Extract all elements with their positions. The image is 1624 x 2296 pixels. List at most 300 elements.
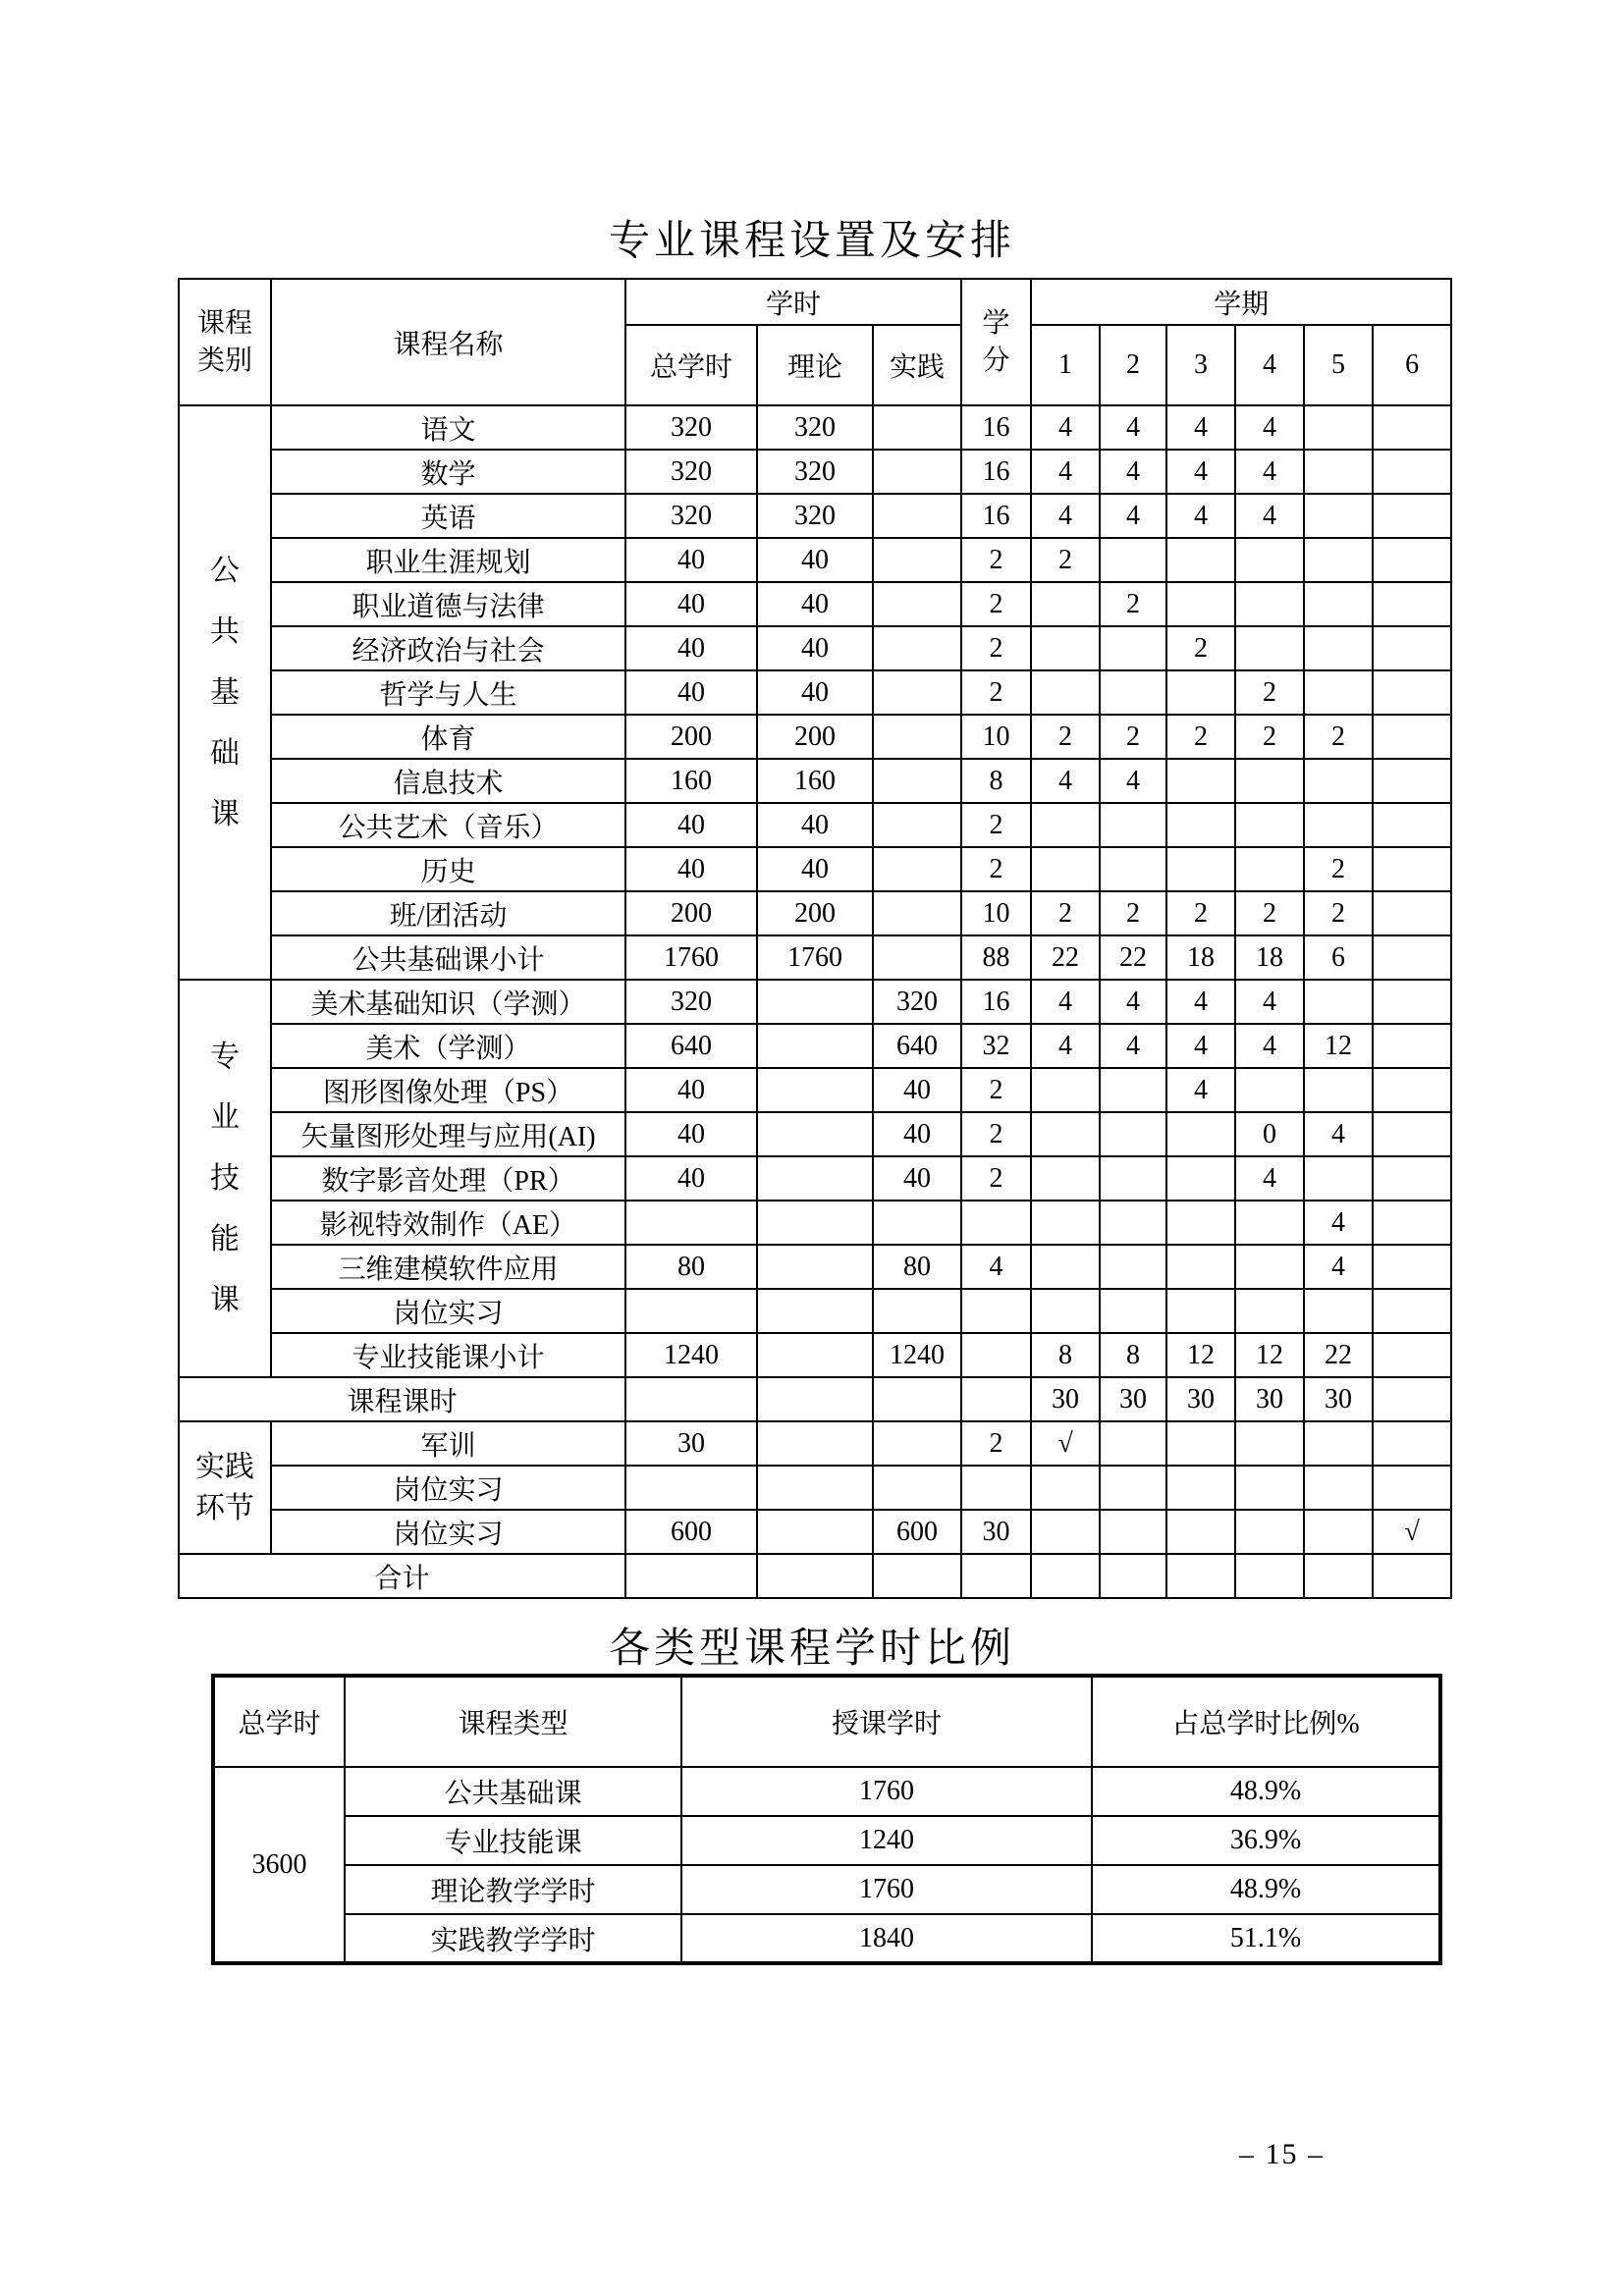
- semester-3-cell: 12: [1166, 1333, 1235, 1377]
- theory-hours-cell: [757, 980, 873, 1024]
- table-row: [179, 1554, 1451, 1598]
- theory-hours-cell: 40: [757, 670, 873, 715]
- semester-4-cell: 4: [1235, 405, 1304, 450]
- semester-4-cell: 4: [1235, 1024, 1304, 1068]
- page-number: – 15 –: [1239, 2138, 1325, 2170]
- semester-5-cell: [1304, 450, 1373, 494]
- semester-6-cell: [1373, 847, 1451, 891]
- credit-cell: 2: [961, 1421, 1031, 1466]
- table-row: [213, 1914, 1440, 1963]
- semester-4-cell: 30: [1235, 1377, 1304, 1421]
- ratio-cell: 36.9%: [1092, 1816, 1440, 1865]
- course-name-cell: 美术基础知识（学测）: [271, 980, 625, 1024]
- theory-hours-cell: 40: [757, 582, 873, 626]
- semester-3-cell: [1166, 1112, 1235, 1156]
- table-row: [179, 1510, 1451, 1554]
- practice-hours-cell: 80: [873, 1245, 961, 1289]
- semester-3-cell: [1166, 1201, 1235, 1245]
- semester-6-cell: [1373, 1421, 1451, 1466]
- credit-cell: 30: [961, 1510, 1031, 1554]
- course-plan-table: [178, 278, 1452, 1599]
- theory-hours-cell: 320: [757, 494, 873, 538]
- total-hours-cell: 40: [625, 1112, 757, 1156]
- theory-hours-cell: [757, 1156, 873, 1201]
- total-hours-cell: 320: [625, 980, 757, 1024]
- credit-cell: 2: [961, 1112, 1031, 1156]
- semester-5-cell: 4: [1304, 1112, 1373, 1156]
- semester-4-cell: [1235, 582, 1304, 626]
- table-row: [179, 405, 1451, 450]
- practice-hours-cell: [873, 803, 961, 847]
- course-name-cell: 专业技能课小计: [271, 1333, 625, 1377]
- total-hours-cell: 320: [625, 494, 757, 538]
- theory-hours-cell: 40: [757, 803, 873, 847]
- semester-2-cell: 30: [1100, 1377, 1166, 1421]
- practice-hours-cell: 640: [873, 1024, 961, 1068]
- semester-2-cell: [1100, 1554, 1166, 1598]
- theory-hours-cell: 200: [757, 715, 873, 759]
- semester-4-cell: [1235, 1421, 1304, 1466]
- total-hours-cell: [625, 1289, 757, 1333]
- practice-hours-cell: [873, 1201, 961, 1245]
- semester-5-cell: 2: [1304, 891, 1373, 935]
- semester-1-cell: 4: [1031, 980, 1100, 1024]
- theory-hours-cell: [757, 1510, 873, 1554]
- semester-5-cell: [1304, 494, 1373, 538]
- table-row: [213, 1767, 1440, 1816]
- semester-3-cell: 4: [1166, 1024, 1235, 1068]
- section-label: [179, 405, 271, 980]
- table-row: [179, 670, 1451, 715]
- semester-6-cell: [1373, 1554, 1451, 1598]
- semester-3-cell: [1166, 1289, 1235, 1333]
- course-name-cell: 哲学与人生: [271, 670, 625, 715]
- wide-row-label: 课程课时: [179, 1377, 625, 1421]
- semester-5-cell: [1304, 670, 1373, 715]
- semester-2-cell: [1100, 1510, 1166, 1554]
- semester-2-cell: [1100, 847, 1166, 891]
- semester-4-cell: 4: [1235, 980, 1304, 1024]
- practice-hours-cell: [873, 1377, 961, 1421]
- semester-5-cell: 2: [1304, 715, 1373, 759]
- header-semester-1: 1: [1031, 325, 1100, 405]
- total-hours-cell: 320: [625, 405, 757, 450]
- semester-3-cell: 4: [1166, 980, 1235, 1024]
- semester-3-cell: [1166, 803, 1235, 847]
- semester-3-cell: 4: [1166, 1068, 1235, 1112]
- total-hours-cell: 200: [625, 891, 757, 935]
- semester-6-cell: [1373, 1466, 1451, 1510]
- table-row: [179, 1289, 1451, 1333]
- course-name-cell: 公共基础课小计: [271, 935, 625, 980]
- total-hours-cell: 3600: [213, 1767, 345, 1963]
- semester-5-cell: [1304, 538, 1373, 582]
- total-hours-cell: 40: [625, 538, 757, 582]
- course-type-cell: 专业技能课: [345, 1816, 681, 1865]
- header-semester-2: 2: [1100, 325, 1166, 405]
- semester-1-cell: 2: [1031, 891, 1100, 935]
- semester-4-cell: [1235, 1466, 1304, 1510]
- semester-2-cell: 2: [1100, 715, 1166, 759]
- credit-cell: 16: [961, 980, 1031, 1024]
- course-name-cell: 信息技术: [271, 759, 625, 803]
- theory-hours-cell: [757, 1466, 873, 1510]
- header-teaching-hours: 授课学时: [681, 1676, 1092, 1767]
- semester-4-cell: 12: [1235, 1333, 1304, 1377]
- semester-1-cell: [1031, 1112, 1100, 1156]
- semester-5-cell: 30: [1304, 1377, 1373, 1421]
- practice-hours-cell: [873, 626, 961, 670]
- header-ratio: 占总学时比例%: [1092, 1676, 1440, 1767]
- total-hours-cell: 40: [625, 803, 757, 847]
- total-hours-cell: 30: [625, 1421, 757, 1466]
- semester-3-cell: [1166, 1245, 1235, 1289]
- semester-2-cell: 4: [1100, 1024, 1166, 1068]
- table-row: [179, 1112, 1451, 1156]
- semester-4-cell: [1235, 1510, 1304, 1554]
- header-hours-group: 学时: [625, 279, 961, 325]
- practice-hours-cell: [873, 582, 961, 626]
- total-hours-cell: 160: [625, 759, 757, 803]
- semester-1-cell: 30: [1031, 1377, 1100, 1421]
- header-theory-hours: 理论: [757, 325, 873, 405]
- semester-3-cell: [1166, 1466, 1235, 1510]
- table-row: [179, 980, 1451, 1024]
- teaching-hours-cell: 1840: [681, 1914, 1092, 1963]
- header-semester-5: 5: [1304, 325, 1373, 405]
- teaching-hours-cell: 1240: [681, 1816, 1092, 1865]
- semester-6-cell: [1373, 1112, 1451, 1156]
- ratio-cell: 51.1%: [1092, 1914, 1440, 1963]
- semester-1-cell: [1031, 1156, 1100, 1201]
- semester-2-cell: [1100, 626, 1166, 670]
- semester-1-cell: [1031, 582, 1100, 626]
- table-row: [179, 1466, 1451, 1510]
- credit-cell: 10: [961, 891, 1031, 935]
- semester-2-cell: [1100, 1289, 1166, 1333]
- semester-3-cell: [1166, 1156, 1235, 1201]
- semester-4-cell: 4: [1235, 494, 1304, 538]
- semester-1-cell: [1031, 1068, 1100, 1112]
- semester-3-cell: 30: [1166, 1377, 1235, 1421]
- course-name-cell: 班/团活动: [271, 891, 625, 935]
- table-row: [179, 1245, 1451, 1289]
- practice-hours-cell: [873, 847, 961, 891]
- header-practice-hours: 实践: [873, 325, 961, 405]
- section-label-text: 实践环节: [195, 1450, 254, 1524]
- total-hours-cell: 40: [625, 1068, 757, 1112]
- practice-hours-cell: [873, 670, 961, 715]
- theory-hours-cell: [757, 1554, 873, 1598]
- theory-hours-cell: 40: [757, 626, 873, 670]
- semester-1-cell: [1031, 670, 1100, 715]
- section-label-text: 公共基础课: [210, 554, 240, 830]
- semester-1-cell: [1031, 847, 1100, 891]
- semester-5-cell: 22: [1304, 1333, 1373, 1377]
- table-row: [179, 1024, 1451, 1068]
- credit-cell: [961, 1377, 1031, 1421]
- header-semester-3: 3: [1166, 325, 1235, 405]
- course-name-cell: 矢量图形处理与应用(AI): [271, 1112, 625, 1156]
- semester-1-cell: [1031, 1554, 1100, 1598]
- semester-2-cell: 4: [1100, 450, 1166, 494]
- practice-hours-cell: [873, 1421, 961, 1466]
- section-label: [179, 980, 271, 1377]
- credit-cell: 16: [961, 494, 1031, 538]
- semester-1-cell: 4: [1031, 450, 1100, 494]
- theory-hours-cell: [757, 1068, 873, 1112]
- semester-4-cell: 2: [1235, 715, 1304, 759]
- semester-2-cell: 8: [1100, 1333, 1166, 1377]
- practice-hours-cell: 320: [873, 980, 961, 1024]
- total-hours-cell: 600: [625, 1510, 757, 1554]
- semester-6-cell: [1373, 759, 1451, 803]
- semester-5-cell: [1304, 1421, 1373, 1466]
- semester-2-cell: [1100, 538, 1166, 582]
- course-name-cell: 美术（学测）: [271, 1024, 625, 1068]
- theory-hours-cell: [757, 1289, 873, 1333]
- course-name-cell: 体育: [271, 715, 625, 759]
- wide-row-label: 合计: [179, 1554, 625, 1598]
- semester-1-cell: 8: [1031, 1333, 1100, 1377]
- semester-1-cell: 4: [1031, 1024, 1100, 1068]
- semester-4-cell: [1235, 626, 1304, 670]
- total-hours-cell: 1760: [625, 935, 757, 980]
- course-name-cell: 职业生涯规划: [271, 538, 625, 582]
- semester-5-cell: [1304, 1554, 1373, 1598]
- semester-6-cell: [1373, 1289, 1451, 1333]
- semester-6-cell: √: [1373, 1510, 1451, 1554]
- semester-1-cell: 2: [1031, 715, 1100, 759]
- semester-5-cell: [1304, 1510, 1373, 1554]
- theory-hours-cell: [757, 1377, 873, 1421]
- semester-3-cell: 2: [1166, 891, 1235, 935]
- total-hours-cell: 40: [625, 847, 757, 891]
- practice-hours-cell: [873, 1554, 961, 1598]
- practice-hours-cell: [873, 538, 961, 582]
- header-course-name: 课程名称: [271, 279, 625, 405]
- credit-cell: 8: [961, 759, 1031, 803]
- table-row: [179, 494, 1451, 538]
- semester-4-cell: 2: [1235, 670, 1304, 715]
- semester-2-cell: [1100, 1156, 1166, 1201]
- semester-2-cell: [1100, 803, 1166, 847]
- semester-2-cell: [1100, 1421, 1166, 1466]
- credit-cell: 16: [961, 405, 1031, 450]
- semester-1-cell: 4: [1031, 405, 1100, 450]
- credit-cell: [961, 1289, 1031, 1333]
- credit-cell: 2: [961, 538, 1031, 582]
- credit-cell: 2: [961, 803, 1031, 847]
- practice-hours-cell: [873, 759, 961, 803]
- semester-3-cell: 4: [1166, 450, 1235, 494]
- course-name-cell: 岗位实习: [271, 1466, 625, 1510]
- semester-3-cell: 2: [1166, 626, 1235, 670]
- semester-5-cell: [1304, 803, 1373, 847]
- practice-hours-cell: [873, 1289, 961, 1333]
- semester-5-cell: [1304, 1156, 1373, 1201]
- course-name-cell: 岗位实习: [271, 1289, 625, 1333]
- header-course-type: 课程类型: [345, 1676, 681, 1767]
- hours-ratio-table: [211, 1674, 1442, 1965]
- semester-4-cell: [1235, 759, 1304, 803]
- semester-6-cell: [1373, 582, 1451, 626]
- semester-4-cell: [1235, 1245, 1304, 1289]
- total-hours-cell: 1240: [625, 1333, 757, 1377]
- course-type-cell: 实践教学学时: [345, 1914, 681, 1963]
- course-name-cell: 数学: [271, 450, 625, 494]
- theory-hours-cell: [757, 1201, 873, 1245]
- table-row: [179, 626, 1451, 670]
- header-category: 课程类别: [179, 279, 271, 405]
- semester-6-cell: [1373, 494, 1451, 538]
- semester-5-cell: [1304, 980, 1373, 1024]
- semester-1-cell: [1031, 1466, 1100, 1510]
- credit-cell: 2: [961, 1068, 1031, 1112]
- semester-3-cell: [1166, 582, 1235, 626]
- semester-5-cell: [1304, 1466, 1373, 1510]
- total-hours-cell: 40: [625, 582, 757, 626]
- semester-5-cell: 2: [1304, 847, 1373, 891]
- credit-cell: [961, 1554, 1031, 1598]
- theory-hours-cell: [757, 1245, 873, 1289]
- course-name-cell: 数字影音处理（PR）: [271, 1156, 625, 1201]
- practice-hours-cell: 1240: [873, 1333, 961, 1377]
- semester-6-cell: [1373, 405, 1451, 450]
- semester-4-cell: [1235, 538, 1304, 582]
- practice-hours-cell: 600: [873, 1510, 961, 1554]
- table-row: [179, 935, 1451, 980]
- teaching-hours-cell: 1760: [681, 1865, 1092, 1914]
- semester-4-cell: [1235, 1201, 1304, 1245]
- table-row: [179, 450, 1451, 494]
- credit-cell: 2: [961, 1156, 1031, 1201]
- semester-6-cell: [1373, 715, 1451, 759]
- table-row: [179, 759, 1451, 803]
- semester-4-cell: [1235, 1289, 1304, 1333]
- semester-4-cell: [1235, 1068, 1304, 1112]
- semester-1-cell: 2: [1031, 538, 1100, 582]
- semester-2-cell: [1100, 1068, 1166, 1112]
- semester-4-cell: 4: [1235, 1156, 1304, 1201]
- theory-hours-cell: 160: [757, 759, 873, 803]
- hours-ratio-table-title: 各类型课程学时比例: [608, 1627, 1015, 1672]
- table-row: [179, 538, 1451, 582]
- semester-6-cell: [1373, 980, 1451, 1024]
- course-name-cell: 军训: [271, 1421, 625, 1466]
- semester-4-cell: [1235, 803, 1304, 847]
- semester-3-cell: [1166, 538, 1235, 582]
- semester-6-cell: [1373, 935, 1451, 980]
- semester-6-cell: [1373, 1333, 1451, 1377]
- semester-6-cell: [1373, 538, 1451, 582]
- semester-4-cell: 2: [1235, 891, 1304, 935]
- practice-hours-cell: [873, 494, 961, 538]
- semester-6-cell: [1373, 1024, 1451, 1068]
- table-header-row: [213, 1676, 1440, 1767]
- semester-1-cell: [1031, 1201, 1100, 1245]
- header-semester-6: 6: [1373, 325, 1451, 405]
- semester-3-cell: [1166, 1510, 1235, 1554]
- credit-cell: 16: [961, 450, 1031, 494]
- table-row: [179, 582, 1451, 626]
- semester-3-cell: 2: [1166, 715, 1235, 759]
- practice-hours-cell: [873, 450, 961, 494]
- semester-3-cell: 4: [1166, 494, 1235, 538]
- credit-cell: 2: [961, 626, 1031, 670]
- semester-2-cell: 2: [1100, 582, 1166, 626]
- table-header-row: [179, 279, 1451, 325]
- theory-hours-cell: [757, 1333, 873, 1377]
- semester-2-cell: 4: [1100, 759, 1166, 803]
- course-name-cell: 经济政治与社会: [271, 626, 625, 670]
- semester-4-cell: 0: [1235, 1112, 1304, 1156]
- course-name-cell: 英语: [271, 494, 625, 538]
- semester-3-cell: [1166, 1554, 1235, 1598]
- semester-5-cell: [1304, 1289, 1373, 1333]
- semester-3-cell: [1166, 759, 1235, 803]
- semester-2-cell: [1100, 1112, 1166, 1156]
- course-name-cell: 公共艺术（音乐）: [271, 803, 625, 847]
- semester-6-cell: [1373, 626, 1451, 670]
- table-row: [213, 1865, 1440, 1914]
- table-row: [213, 1816, 1440, 1865]
- semester-2-cell: [1100, 1245, 1166, 1289]
- course-plan-table-title: 专业课程设置及安排: [608, 219, 1015, 264]
- table-row: [179, 715, 1451, 759]
- semester-3-cell: [1166, 847, 1235, 891]
- credit-cell: [961, 1466, 1031, 1510]
- semester-6-cell: [1373, 803, 1451, 847]
- semester-1-cell: [1031, 626, 1100, 670]
- semester-4-cell: [1235, 1554, 1304, 1598]
- semester-2-cell: [1100, 1466, 1166, 1510]
- practice-hours-cell: [873, 715, 961, 759]
- course-name-cell: 影视特效制作（AE）: [271, 1201, 625, 1245]
- table-row: [179, 1068, 1451, 1112]
- total-hours-cell: 320: [625, 450, 757, 494]
- course-type-cell: 理论教学学时: [345, 1865, 681, 1914]
- total-hours-cell: [625, 1554, 757, 1598]
- table-row: [179, 891, 1451, 935]
- credit-cell: 2: [961, 582, 1031, 626]
- credit-cell: 4: [961, 1245, 1031, 1289]
- semester-1-cell: [1031, 1510, 1100, 1554]
- semester-2-cell: 4: [1100, 405, 1166, 450]
- total-hours-cell: [625, 1466, 757, 1510]
- semester-2-cell: 22: [1100, 935, 1166, 980]
- practice-hours-cell: 40: [873, 1156, 961, 1201]
- semester-2-cell: 4: [1100, 980, 1166, 1024]
- theory-hours-cell: 40: [757, 847, 873, 891]
- course-name-cell: 图形图像处理（PS）: [271, 1068, 625, 1112]
- section-label: [179, 1421, 271, 1554]
- semester-2-cell: [1100, 1201, 1166, 1245]
- teaching-hours-cell: 1760: [681, 1767, 1092, 1816]
- total-hours-cell: 40: [625, 1156, 757, 1201]
- total-hours-cell: 200: [625, 715, 757, 759]
- semester-6-cell: [1373, 670, 1451, 715]
- credit-cell: [961, 1333, 1031, 1377]
- table-row: [179, 1201, 1451, 1245]
- semester-6-cell: [1373, 1156, 1451, 1201]
- theory-hours-cell: 200: [757, 891, 873, 935]
- total-hours-cell: [625, 1201, 757, 1245]
- table-row: [179, 1333, 1451, 1377]
- semester-6-cell: [1373, 891, 1451, 935]
- semester-1-cell: 4: [1031, 494, 1100, 538]
- semester-5-cell: [1304, 405, 1373, 450]
